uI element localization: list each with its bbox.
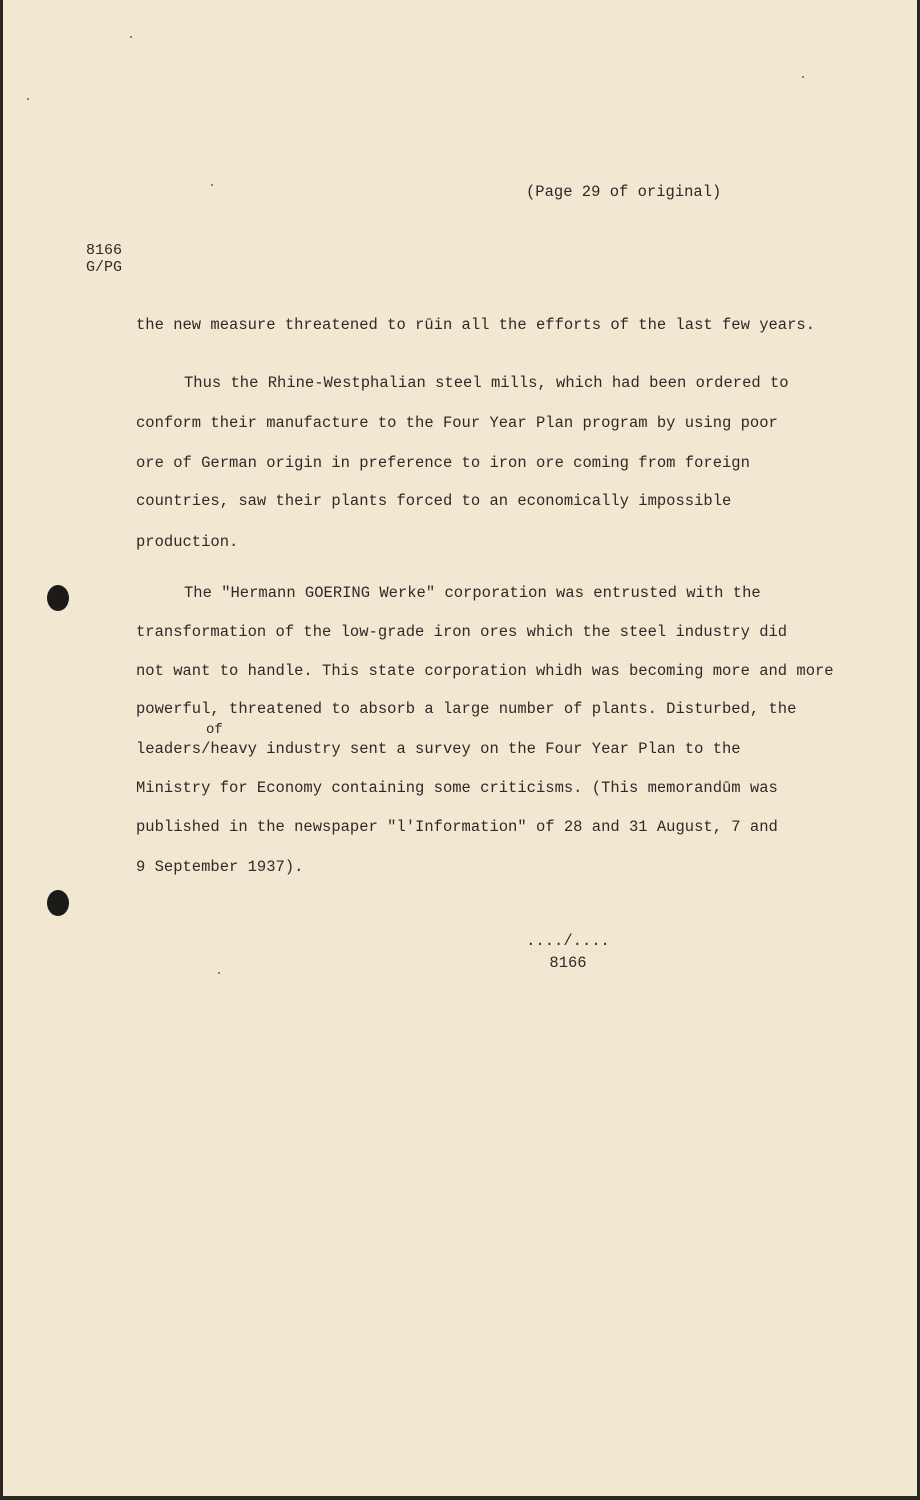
- text-line: transformation of the low-grade iron ores which the steel industry did: [136, 623, 788, 641]
- text-line: Ministry for Economy containing some criticisms. (This memorandūm was: [136, 779, 778, 797]
- document-reference: [86, 242, 122, 276]
- document-page: [3, 0, 917, 1496]
- handwritten-insertion: of: [206, 722, 223, 738]
- text-line: not want to handle. This state corporation whidh was becoming more and more: [136, 662, 834, 680]
- paper-speck: [130, 36, 132, 38]
- text-line: leaders/heavy industry sent a survey on the Four Year Plan to the: [136, 740, 741, 758]
- text-line: the new measure threatened to rūin all the efforts of the last few years.: [136, 316, 816, 334]
- document-code: G/PG: [86, 259, 123, 276]
- text-line: countries, saw their plants forced to an economically impossible: [136, 492, 732, 510]
- document-number: 8166: [86, 242, 123, 259]
- text-line: ore of German origin in preference to iron ore coming from foreign: [136, 454, 750, 472]
- text-line: powerful, threatened to absorb a large number of plants. Disturbed, the: [136, 700, 797, 718]
- continuation-mark: ..../....: [526, 932, 610, 950]
- page-reference-note: (Page 29 of original): [526, 183, 722, 201]
- paper-speck: [802, 76, 804, 78]
- text-line: 9 September 1937).: [136, 858, 304, 876]
- text-line: The "Hermann GOERING Werke" corporation was entrusted with the: [184, 584, 761, 602]
- punch-hole: [47, 890, 69, 916]
- page-footer: [525, 930, 611, 974]
- footer-number: 8166: [549, 954, 587, 972]
- text-line: published in the newspaper "l'Information" of 28 and 31 August, 7 and: [136, 818, 778, 836]
- text-line: Thus the Rhine-Westphalian steel mills, which had been ordered to: [184, 374, 789, 392]
- paper-speck: [218, 972, 220, 974]
- punch-hole: [47, 585, 69, 611]
- text-line: production.: [136, 533, 239, 551]
- paper-speck: [27, 98, 29, 100]
- paper-speck: [211, 184, 213, 186]
- text-line: conform their manufacture to the Four Year Plan program by using poor: [136, 414, 778, 432]
